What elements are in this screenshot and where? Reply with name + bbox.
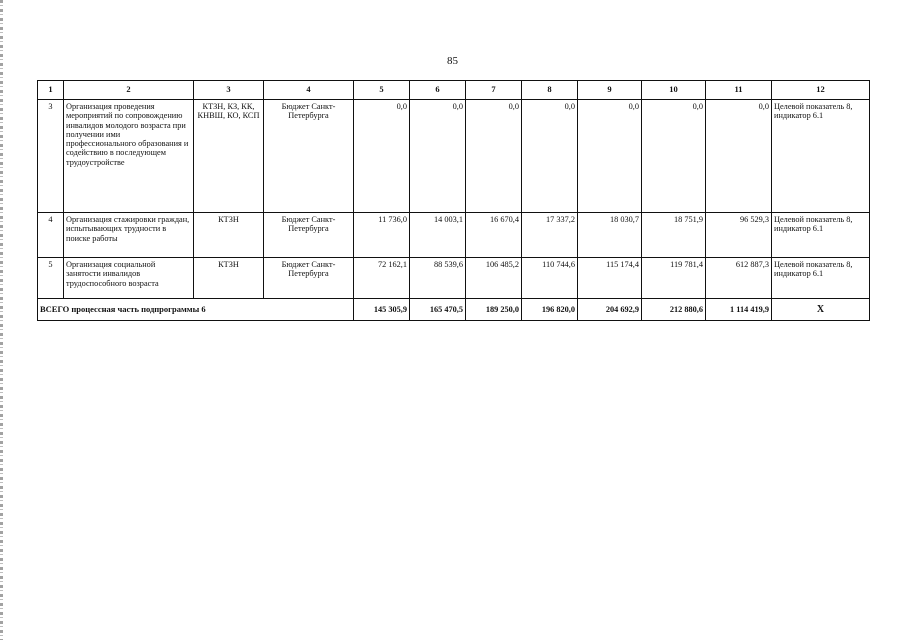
column-header: 7 bbox=[466, 81, 522, 100]
funding-source: Бюджет Санкт-Петербурга bbox=[264, 213, 354, 258]
funding-source: Бюджет Санкт-Петербурга bbox=[264, 258, 354, 299]
executors: КТЗН, КЗ, КК, КНВШ, КО, КСП bbox=[194, 100, 264, 213]
row-number: 3 bbox=[38, 100, 64, 213]
total-value: 165 470,5 bbox=[410, 299, 466, 321]
total-value: 189 250,0 bbox=[466, 299, 522, 321]
column-header: 1 bbox=[38, 81, 64, 100]
row-number: 5 bbox=[38, 258, 64, 299]
scan-edge-artifact bbox=[0, 0, 3, 640]
activity-name: Организация проведения мероприятий по сопровождению инвалидов молодого возраста при получении ими профессионального образования и содействию в последующем трудоустройстве bbox=[64, 100, 194, 213]
column-header: 10 bbox=[642, 81, 706, 100]
value-cell: 17 337,2 bbox=[522, 213, 578, 258]
value-cell: 0,0 bbox=[466, 100, 522, 213]
column-header: 5 bbox=[354, 81, 410, 100]
row-number: 4 bbox=[38, 213, 64, 258]
table-header-row bbox=[38, 81, 870, 100]
value-cell: 0,0 bbox=[578, 100, 642, 213]
value-cell: 72 162,1 bbox=[354, 258, 410, 299]
executors: КТЗН bbox=[194, 258, 264, 299]
value-cell: 0,0 bbox=[522, 100, 578, 213]
value-cell: 88 539,6 bbox=[410, 258, 466, 299]
funding-source: Бюджет Санкт-Петербурга bbox=[264, 100, 354, 213]
indicator-cell: Целевой показатель 8, индикатор 6.1 bbox=[772, 258, 870, 299]
value-cell: 18 030,7 bbox=[578, 213, 642, 258]
column-header: 9 bbox=[578, 81, 642, 100]
column-header: 2 bbox=[64, 81, 194, 100]
value-cell: 16 670,4 bbox=[466, 213, 522, 258]
table-row bbox=[38, 258, 870, 299]
total-value: 196 820,0 bbox=[522, 299, 578, 321]
total-value: 204 692,9 bbox=[578, 299, 642, 321]
column-header: 4 bbox=[264, 81, 354, 100]
page-number: 85 bbox=[447, 55, 458, 67]
value-cell-total: 96 529,3 bbox=[706, 213, 772, 258]
grand-total-value: 1 114 419,9 bbox=[706, 299, 772, 321]
table-row bbox=[38, 100, 870, 213]
value-cell: 0,0 bbox=[642, 100, 706, 213]
total-value: 145 305,9 bbox=[354, 299, 410, 321]
total-value: 212 880,6 bbox=[642, 299, 706, 321]
indicator-cell: Целевой показатель 8, индикатор 6.1 bbox=[772, 213, 870, 258]
total-row bbox=[38, 299, 870, 321]
value-cell: 0,0 bbox=[410, 100, 466, 213]
value-cell-total: 612 887,3 bbox=[706, 258, 772, 299]
subprogram-table bbox=[37, 80, 870, 321]
total-mark: X bbox=[772, 299, 870, 321]
value-cell: 14 003,1 bbox=[410, 213, 466, 258]
executors: КТЗН bbox=[194, 213, 264, 258]
value-cell: 110 744,6 bbox=[522, 258, 578, 299]
value-cell: 106 485,2 bbox=[466, 258, 522, 299]
total-label: ВСЕГО процессная часть подпрограммы 6 bbox=[38, 299, 354, 321]
column-header: 11 bbox=[706, 81, 772, 100]
column-header: 6 bbox=[410, 81, 466, 100]
column-header: 8 bbox=[522, 81, 578, 100]
value-cell-total: 0,0 bbox=[706, 100, 772, 213]
indicator-cell: Целевой показатель 8, индикатор 6.1 bbox=[772, 100, 870, 213]
value-cell: 18 751,9 bbox=[642, 213, 706, 258]
table-row bbox=[38, 213, 870, 258]
column-header: 3 bbox=[194, 81, 264, 100]
column-header: 12 bbox=[772, 81, 870, 100]
activity-name: Организация стажировки граждан, испытывающих трудности в поиске работы bbox=[64, 213, 194, 258]
value-cell: 119 781,4 bbox=[642, 258, 706, 299]
value-cell: 11 736,0 bbox=[354, 213, 410, 258]
value-cell: 0,0 bbox=[354, 100, 410, 213]
value-cell: 115 174,4 bbox=[578, 258, 642, 299]
activity-name: Организация социальной занятости инвалидов трудоспособного возраста bbox=[64, 258, 194, 299]
